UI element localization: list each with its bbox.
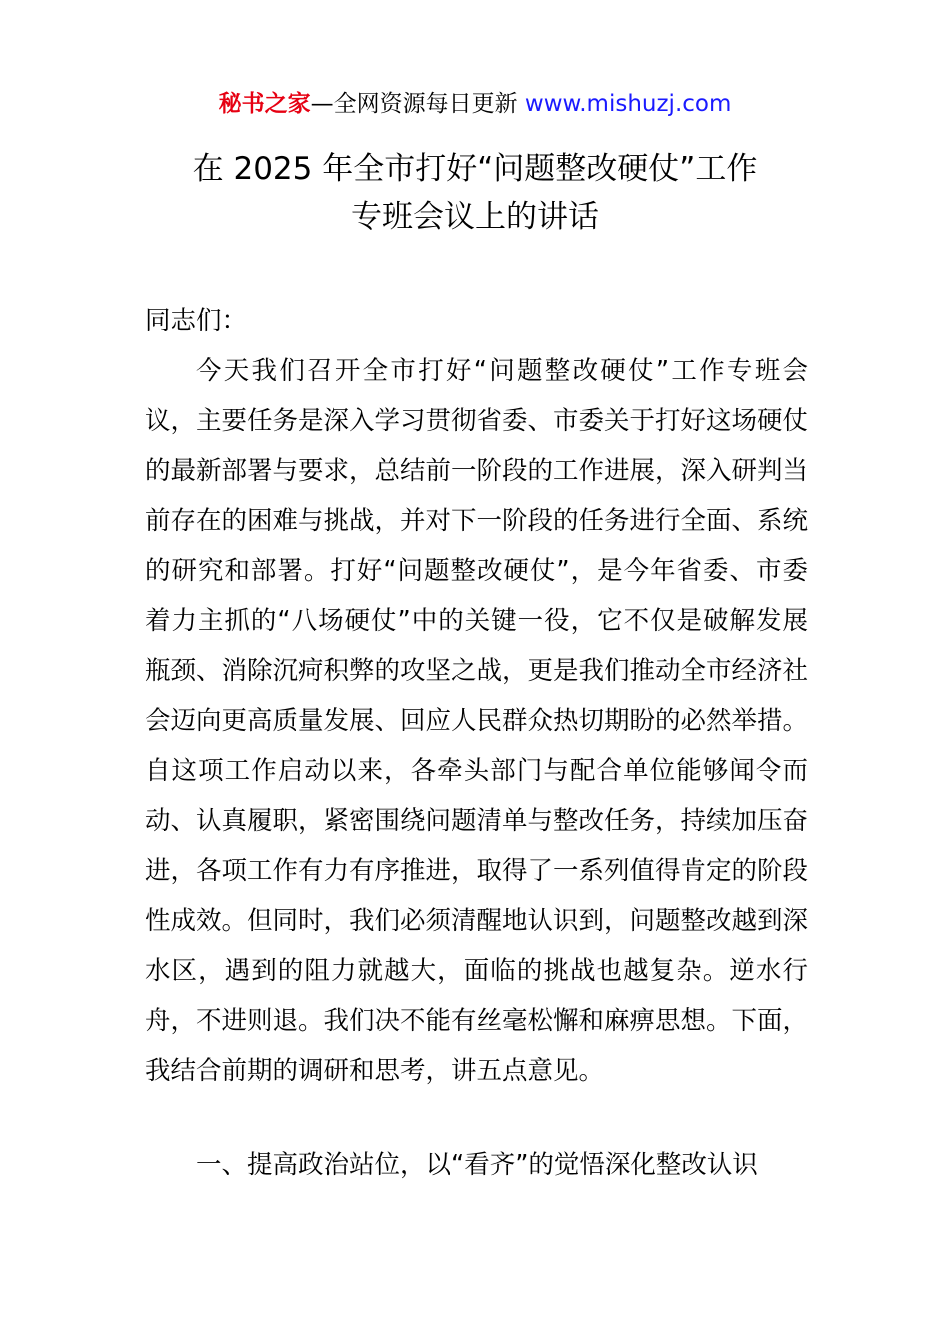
section-heading: 一、提高政治站位，以“看齐”的觉悟深化整改认识 [196, 1150, 758, 1180]
document-title [0, 145, 950, 241]
title-line-1: 在 2025 年全市打好“问题整改硬仗”工作 [192, 151, 758, 187]
salutation: 同志们： [145, 306, 248, 336]
document-body [145, 296, 808, 1096]
title-line-2: 专班会议上的讲话 [351, 199, 599, 235]
site-url-link[interactable]: www.mishuzj.com [524, 91, 732, 117]
site-name: 秘书之家 [218, 91, 311, 117]
body-paragraph: 今天我们召开全市打好“问题整改硬仗”工作专班会议，主要任务是深入学习贯彻省委、市委关于打好这场硬仗的最新部署与要求，总结前一阶段的工作进展，深入研判当前存在的困难与挑战，并对下一阶段的任务进行全面、系统的研究和部署。打好“问题整改硬仗”，是今年省委、市委着力主抓的“八场硬仗”中的关键一役，它不仅是破解发展瓶颈、消除沉疴积弊的攻坚之战，更是我们推动全市经济社会迈向更高质量发展、回应人民群众热切期盼的必然举措。自这项工作启动以来，各牵头部门与配合单位能够闻令而动、认真履职，紧密围绕问题清单与整改任务，持续加压奋进，各项工作有力有序推进，取得了一系列值得肯定的阶段性成效。但同时，我们必须清醒地认识到，问题整改越到深水区，遇到的阻力就越大，面临的挑战也越复杂。逆水行舟，不进则退。我们决不能有丝毫松懈和麻痹思想。下面，我结合前期的调研和思考，讲五点意见。 [145, 356, 809, 1086]
site-tagline: —全网资源每日更新 [310, 91, 518, 117]
site-header [0, 86, 950, 122]
